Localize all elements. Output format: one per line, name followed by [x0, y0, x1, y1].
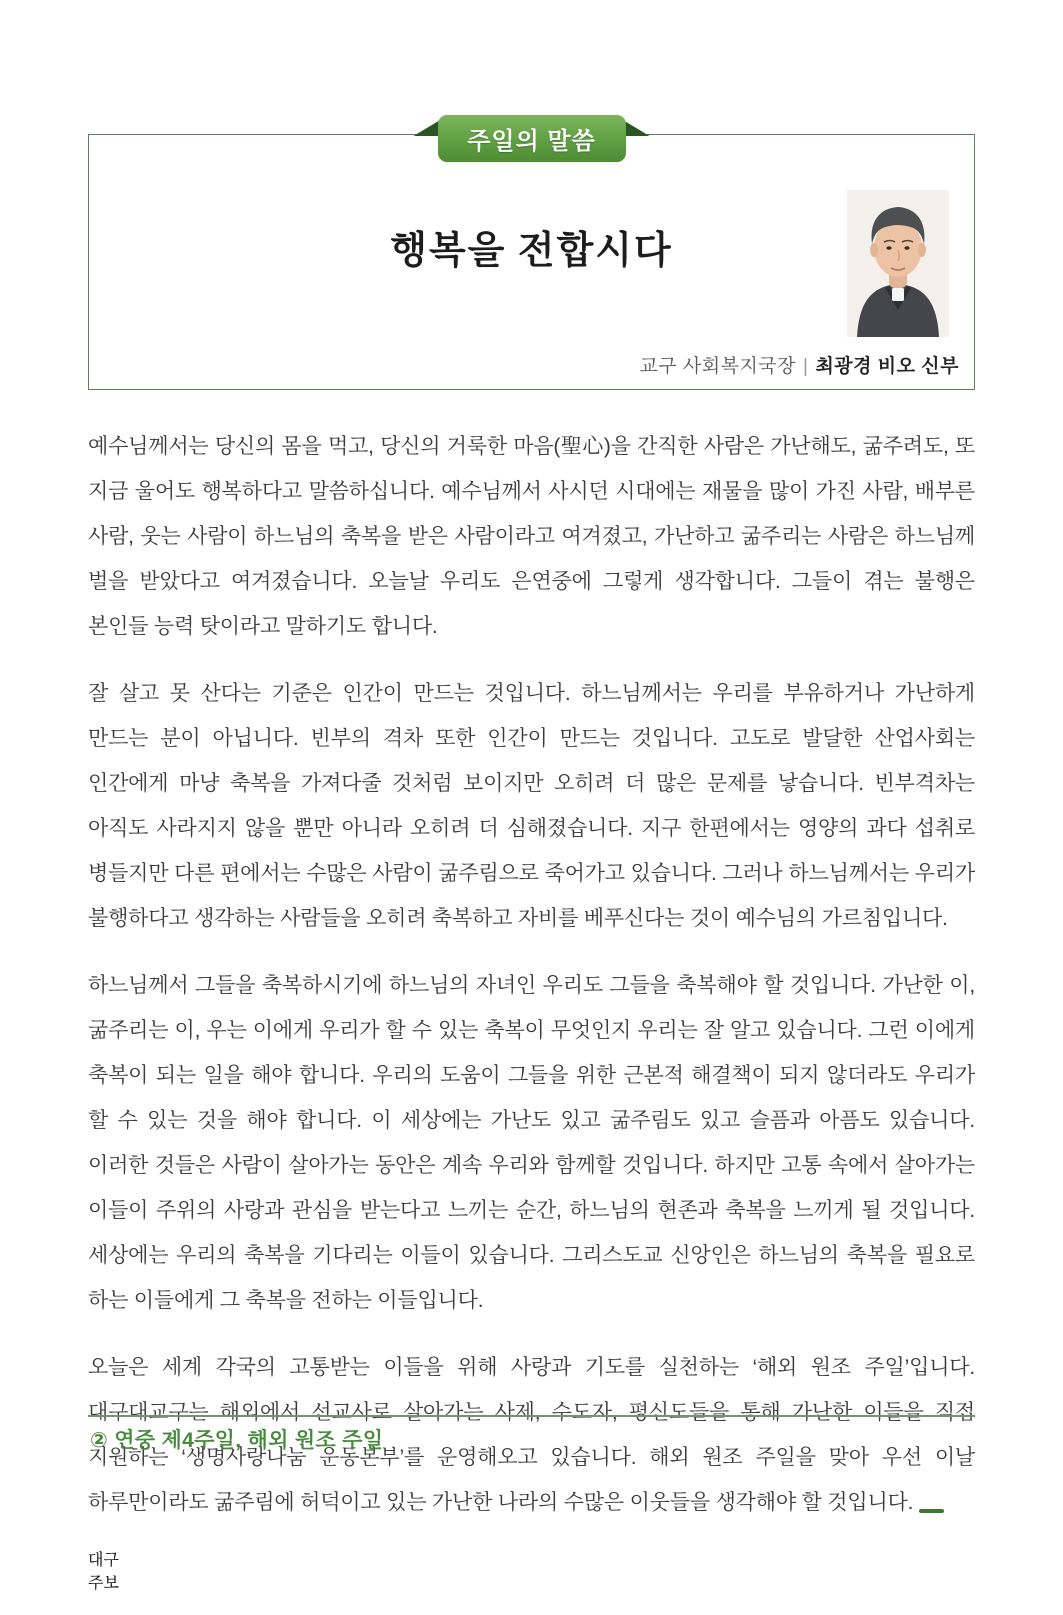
footer-sunday-label: ② 연중 제4주일, 해외 원조 주일 — [90, 1429, 384, 1452]
daegu-jubo-seal-icon — [919, 1509, 944, 1513]
seal-line-2: 주보 — [88, 1575, 119, 1592]
paragraph-1: 예수님께서는 당신의 몸을 먹고, 당신의 거룩한 마음(聖心)을 간직한 사람은 가난해도, 굶주려도, 또 지금 울어도 행복하다고 말씀하십니다. 예수님께서 사시던 시대에는 재물을 많이 가진 사람, 배부른 사람, 웃는 사람이 하느님의 축복을 받은 사람이라고 여겨졌고, 가난하고 굶주리는 사람은 하느님께 벌을 받았다고 여겨졌습니다. 오늘날 우리도 은연중에 그렇게 생각합니다. 그들이 겪는 불행은 본인들 능력 탓이라고 말하기도 합니다. — [88, 435, 975, 638]
section-badge: 주일의 말씀 — [438, 115, 626, 162]
section-ribbon — [438, 115, 626, 162]
page-title: 행복을 전합시다 — [390, 230, 673, 272]
priest-portrait-photo — [847, 190, 949, 337]
byline — [639, 351, 959, 378]
footer-divider — [88, 1415, 975, 1417]
byline-name: 최광경 비오 신부 — [815, 356, 959, 377]
paragraph-2: 잘 살고 못 산다는 기준은 인간이 만드는 것입니다. 하느님께서는 우리를 부유하거나 가난하게 만드는 분이 아닙니다. 빈부의 격차 또한 인간이 만드는 것입니다. 고도로 발달한 산업사회는 인간에게 마냥 축복을 가져다줄 것처럼 보이지만 오히려 더 많은 문제를 낳습니다. 빈부격차는 아직도 사라지지 않을 뿐만 아니라 오히려 더 심해졌습니다. 지구 한편에서는 영양의 과다 섭취로 병들지만 다른 편에서는 수많은 사람이 굶주림으로 죽어가고 있습니다. 그러나 하느님께서는 우리가 불행하다고 생각하는 사람들을 오히려 축복하고 자비를 베푸신다는 것이 예수님의 가르침입니다. — [88, 682, 975, 930]
seal-line-1: 대구 — [88, 1552, 119, 1569]
priest-portrait-illustration — [847, 190, 949, 337]
byline-separator: | — [803, 356, 809, 377]
byline-role: 교구 사회복지국장 — [639, 356, 797, 377]
paragraph-4-text: 오늘은 세계 각국의 고통받는 이들을 위해 사랑과 기도를 실천하는 ‘해외 원조 주일’입니다. 대구대교구는 해외에서 선교사로 살아가는 사제, 수도자, 평신도들을 통해 가난한 이들을 직접 지원하는 ‘생명사랑나눔 운동본부’를 운영해오고 있습니다. 해외 원조 주일을 맞아 우선 이날 하루만이라도 굶주림에 허덕이고 있는 가난한 나라의 수많은 이웃들을 생각해야 할 것입니다. — [88, 1356, 975, 1514]
paragraph-3: 하느님께서 그들을 축복하시기에 하느님의 자녀인 우리도 그들을 축복해야 할 것입니다. 가난한 이, 굶주리는 이, 우는 이에게 우리가 할 수 있는 축복이 무엇인지 우리는 잘 알고 있습니다. 그런 이에게 축복이 되는 일을 해야 합니다. 우리의 도움이 그들을 위한 근본적 해결책이 되지 않더라도 우리가 할 수 있는 것을 해야 합니다. 이 세상에는 가난도 있고 굶주림도 있고 슬픔과 아픔도 있습니다. 이러한 것들은 사람이 살아가는 동안은 계속 우리와 함께할 것입니다. 하지만 고통 속에서 살아가는 이들이 주위의 사랑과 관심을 받는다고 느끼는 순간, 하느님의 현존과 축복을 느끼게 될 것입니다. 세상에는 우리의 축복을 기다리는 이들이 있습니다. 그리스도교 신앙인은 하느님의 축복을 필요로 하는 이들에게 그 축복을 전하는 이들입니다. — [88, 974, 975, 1312]
header-box — [88, 128, 975, 390]
